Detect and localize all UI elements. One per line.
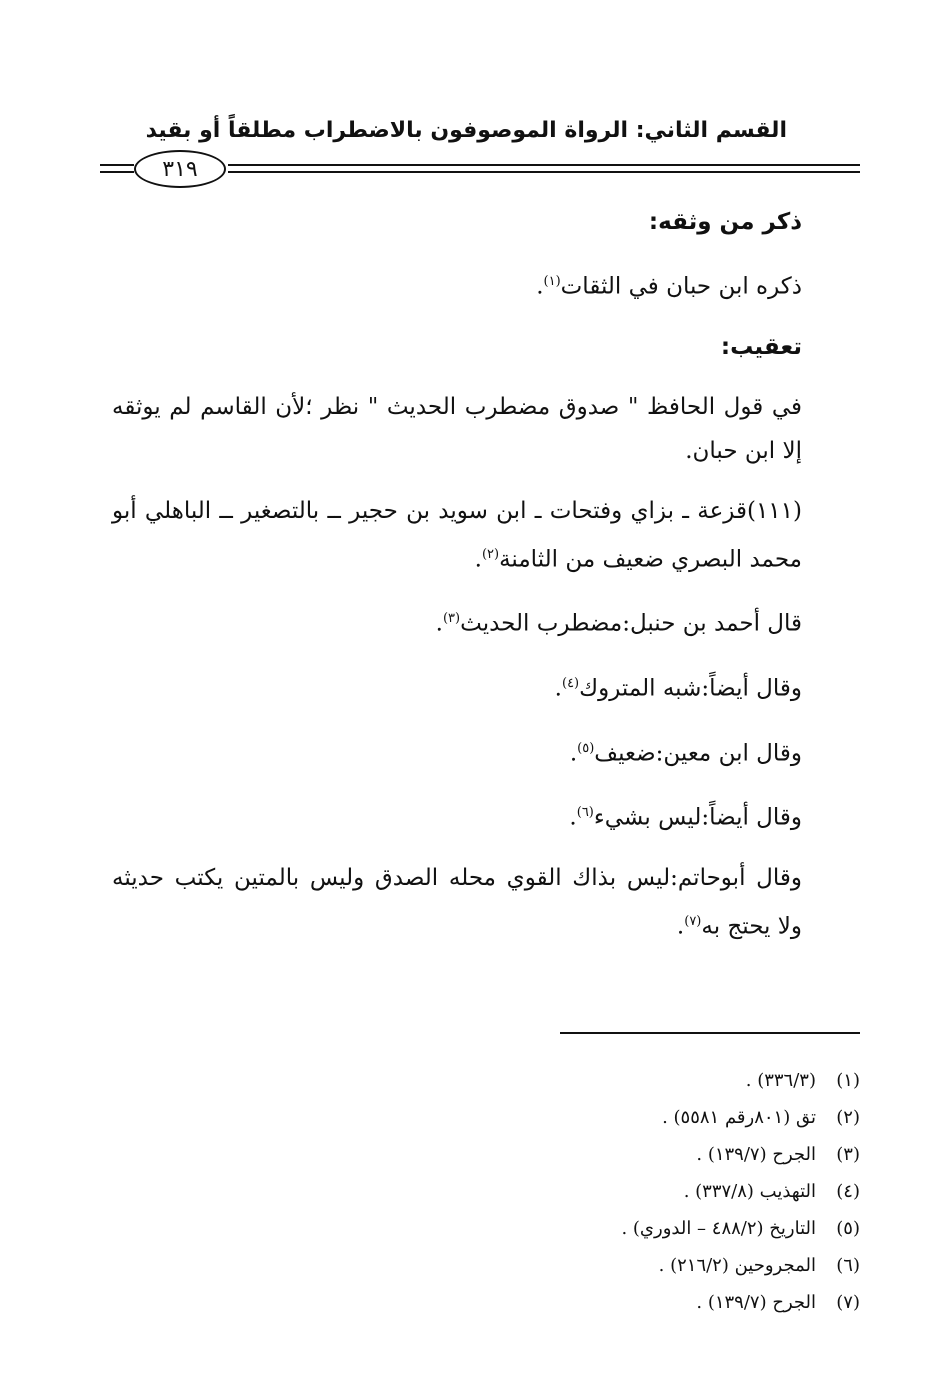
footnote-item (300, 1210, 860, 1247)
paragraph-text: ذكره ابن حبان في الثقات (560, 273, 802, 300)
footnote-item (300, 1247, 860, 1284)
paragraph-ahmad-2 (112, 662, 802, 711)
footnote-ref-1: (١) (543, 274, 561, 289)
header-rule-left (100, 164, 134, 173)
paragraph-text: وقال أبوحاتم:ليس بذاك القوي محله الصدق وليس بالمتين يكتب حديثه ولا يحتج به (112, 864, 802, 940)
footnote-text: (٣٣٦/٣) . (745, 1070, 816, 1091)
period: . (569, 740, 578, 767)
paragraph-text: وقال ابن معين:ضعيف (594, 740, 802, 767)
paragraph-ibn-maeen-2 (112, 791, 802, 840)
footnote-text: التاريخ (٤٨٨/٢ – الدوري) . (621, 1218, 816, 1239)
footnote-item (300, 1136, 860, 1173)
paragraph-narrator-entry (112, 489, 802, 582)
paragraph-text: قال أحمد بن حنبل:مضطرب الحديث (460, 610, 802, 637)
footnote-text: الجرح (١٣٩/٧) . (696, 1292, 816, 1313)
footnote-text: تق (٨٠١رقم ٥٥٨١) . (662, 1107, 816, 1128)
footnote-ref-2: (٢) (481, 546, 500, 562)
footnote-number: (٣) (836, 1144, 860, 1165)
period: . (569, 804, 577, 831)
running-header: القسم الثاني: الرواة الموصوفون بالاضطراب مطلقاً أو بقيد (145, 118, 787, 143)
footnote-text: المجروحين (٢١٦/٢) . (658, 1255, 816, 1276)
footnote-number: (٧) (836, 1292, 860, 1313)
period: . (536, 273, 544, 300)
section-heading-trustors: ذكر من وثقه: (648, 209, 802, 235)
period: . (474, 546, 482, 573)
footnote-ref-6: (٦) (576, 805, 594, 821)
footnote-number: (١) (836, 1070, 860, 1091)
footnote-item (300, 1284, 860, 1321)
paragraph-text: (١١١)قزعة ـ بزاي وفتحات ـ ابن سويد بن حجير ــ بالتصغير ــ الباهلي أبو محمد البصري ضعيف من الثامنة (112, 497, 802, 573)
footnote-number: (٦) (836, 1255, 860, 1276)
section-heading-comment: تعقيب: (720, 333, 802, 360)
footnote-text: الجرح (١٣٩/٧) . (696, 1144, 816, 1165)
paragraph-text: وقال أيضاً:شبه المتروك (579, 675, 802, 702)
header-rule-right (228, 164, 860, 173)
footnote-separator (560, 1032, 860, 1034)
footnote-item (300, 1099, 860, 1136)
paragraph-ibn-hibban (112, 260, 802, 309)
header-rule (100, 150, 860, 194)
period: . (676, 913, 685, 940)
footnote-item (300, 1062, 860, 1099)
main-text (112, 200, 802, 965)
paragraph-abu-hatim (112, 856, 802, 949)
footnote-number: (٤) (836, 1181, 860, 1202)
footnote-text: التهذيب (٣٣٧/٨) . (683, 1181, 816, 1202)
period: . (554, 675, 562, 702)
period: . (435, 610, 443, 637)
paragraph-text: وقال أيضاً:ليس بشيء (593, 804, 802, 831)
paragraph-ahmad (112, 597, 802, 646)
footnote-ref-5: (٥) (577, 740, 595, 756)
paragraph-ibn-maeen (112, 727, 802, 776)
page-number: ٣١٩ (134, 150, 226, 188)
footnote-ref-3: (٣) (442, 611, 461, 627)
footnote-number: (٢) (836, 1107, 860, 1128)
footnote-ref-7: (٧) (684, 913, 702, 929)
footnotes-list (300, 1062, 860, 1321)
footnote-ref-4: (٤) (561, 675, 580, 691)
footnote-item (300, 1173, 860, 1210)
footnote-number: (٥) (836, 1218, 860, 1239)
paragraph-comment: في قول الحافظ " صدوق مضطرب الحديث " نظر ؛لأن القاسم لم يوثقه إلا ابن حبان. (112, 393, 802, 464)
